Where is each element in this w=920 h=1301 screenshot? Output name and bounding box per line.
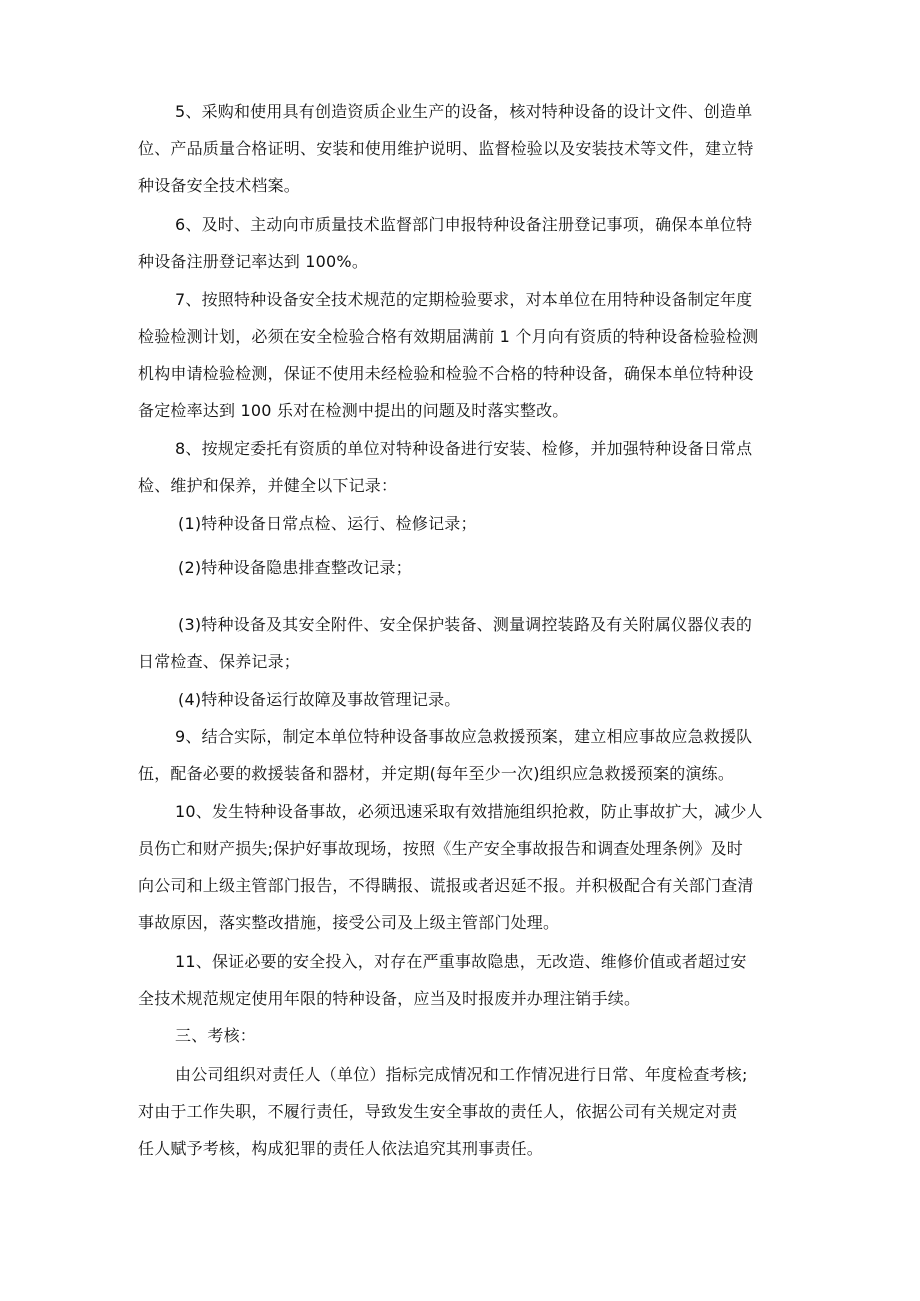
paragraph-7-line-4: 备定检率达到 100 乐对在检测中提出的问题及时落实整改。 [138, 401, 569, 420]
record-item-2: (2)特种设备隐患排查整改记录； [178, 558, 412, 577]
paragraph-5-line-2: 位、产品质量合格证明、安装和使用维护说明、监督检验以及安装技术等文件，建立特 [138, 139, 754, 158]
paragraph-9-line-2: 伍，配备必要的救援装备和器材，并定期(每年至少一次)组织应急救援预案的演练。 [138, 764, 735, 783]
paragraph-7-line-2: 检验检测计划，必须在安全检验合格有效期届满前 1 个月向有资质的特种设备检验检测 [138, 327, 759, 346]
paragraph-5-line-3: 种设备安全技术档案。 [138, 176, 301, 195]
paragraph-11-line-1: 11、保证必要的安全投入，对存在严重事故隐患，无改造、维修价值或者超过安 [175, 952, 747, 971]
paragraph-10-line-1: 10、发生特种设备事故，必须迅速采取有效措施组织抢救，防止事故扩大，减少人 [175, 802, 763, 821]
paragraph-10-line-2: 员伤亡和财产损失;保护好事故现场，按照《生产安全事故报告和调查处理条例》及时 [138, 839, 743, 858]
section-heading-assessment: 三、考核： [175, 1026, 257, 1045]
record-item-1: (1)特种设备日常点检、运行、检修记录； [178, 514, 477, 533]
assessment-paragraph-line-1: 由公司组织对责任人（单位）指标完成情况和工作情况进行日常、年度检查考核; [175, 1065, 748, 1084]
paragraph-10-line-3: 向公司和上级主管部门报告，不得瞒报、谎报或者迟延不报。并积极配合有关部门查清 [138, 876, 754, 895]
paragraph-6-line-2: 种设备注册登记率达到 100%。 [138, 252, 369, 271]
paragraph-7-line-1: 7、按照特种设备安全技术规范的定期检验要求，对本单位在用特种设备制定年度 [175, 290, 753, 309]
paragraph-8-line-2: 检、维护和保养，并健全以下记录： [138, 476, 398, 495]
paragraph-5-line-1: 5、采购和使用具有创造资质企业生产的设备，核对特种设备的设计文件、创造单 [175, 102, 753, 121]
assessment-paragraph-line-2: 对由于工作失职，不履行责任，导致发生安全事故的责任人，依据公司有关规定对责 [138, 1102, 738, 1121]
record-item-3-line-2: 日常检查、保养记录； [138, 652, 301, 671]
record-item-4: (4)特种设备运行故障及事故管理记录。 [178, 690, 461, 709]
paragraph-7-line-3: 机构申请检验检测，保证不使用未经检验和检验不合格的特种设备，确保本单位特种设 [138, 364, 754, 383]
paragraph-8-line-1: 8、按规定委托有资质的单位对特种设备进行安装、检修，并加强特种设备日常点 [175, 439, 753, 458]
paragraph-9-line-1: 9、结合实际，制定本单位特种设备事故应急救援预案，建立相应事故应急救援队 [175, 727, 753, 746]
paragraph-6-line-1: 6、及时、主动向市质量技术监督部门申报特种设备注册登记事项，确保本单位特 [175, 215, 753, 234]
paragraph-11-line-2: 全技术规范规定使用年限的特种设备，应当及时报废并办理注销手续。 [138, 989, 641, 1008]
paragraph-10-line-4: 事故原因，落实整改措施，接受公司及上级主管部门处理。 [138, 913, 560, 932]
record-item-3-line-1: (3)特种设备及其安全附件、安全保护装备、测量调控装路及有关附属仪器仪表的 [178, 615, 753, 634]
assessment-paragraph-line-3: 任人赋予考核，构成犯罪的责任人依法追究其刑事责任。 [138, 1139, 544, 1158]
